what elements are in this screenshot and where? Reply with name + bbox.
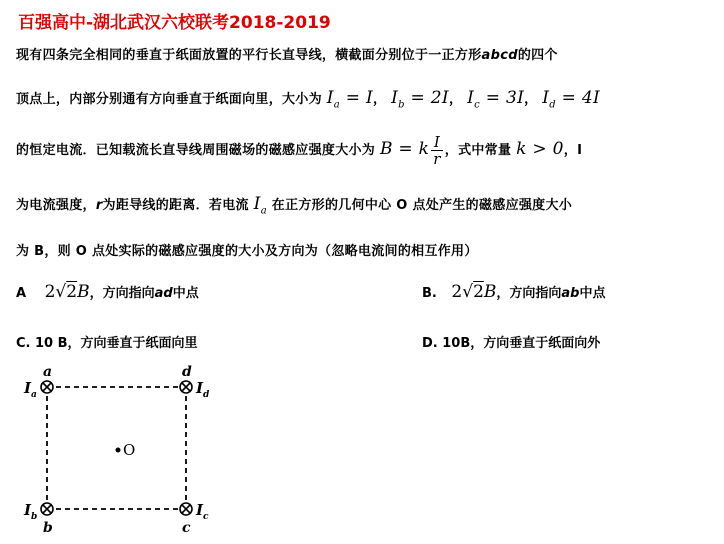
wire-a-into-page-icon xyxy=(41,381,53,393)
current-label-d-sub: d xyxy=(203,390,210,400)
question-text: 顶点上，内部分别通有方向垂直于纸面向里，大小为 xyxy=(16,92,322,107)
question-text: ，I xyxy=(563,143,583,158)
page-title: 百强高中-湖北武汉六校联考2018-2019 xyxy=(18,13,331,33)
option-a-value: 2√2B xyxy=(44,282,90,302)
current-label-d: I xyxy=(196,379,204,397)
equation-ib: $I_b = 2I$ xyxy=(391,88,449,111)
question-text: 为 B，则 O 点处实际的磁感应强度的大小及方向为（忽略电流间的相互作用） xyxy=(16,244,478,259)
option-b-end: 中点 xyxy=(579,286,606,301)
comma: ， xyxy=(372,92,387,107)
option-b-label: B. xyxy=(422,286,437,301)
option-b-value: 2√2B xyxy=(451,282,497,302)
square-label: abcd xyxy=(481,48,518,63)
wire-d-into-page-icon xyxy=(180,381,192,393)
option-d[interactable]: D. 10B，方向垂直于纸面向外 xyxy=(422,336,601,351)
option-b[interactable] xyxy=(422,282,606,302)
question-line-4 xyxy=(16,194,572,216)
vertex-label-a: a xyxy=(43,364,53,380)
k-condition: k > 0 xyxy=(516,139,564,159)
vertex-label-b: b xyxy=(43,520,53,536)
question-text: 的四个 xyxy=(517,48,558,63)
question-text: 为电流强度， xyxy=(16,198,96,213)
equation-id: $I_d = 4I$ xyxy=(542,88,601,111)
question-line-3 xyxy=(16,134,582,167)
current-label-c-sub: c xyxy=(203,512,209,522)
comma: ， xyxy=(448,92,463,107)
option-a-text: ，方向指向 xyxy=(89,286,155,301)
formula-lhs: B = k xyxy=(379,139,430,159)
wire-b-into-page-icon xyxy=(41,503,53,515)
center-point xyxy=(116,448,121,453)
r-variable: r xyxy=(95,198,103,213)
question-text: 现有四条完全相同的垂直于纸面放置的平行长直导线，横截面分别位于一正方形 xyxy=(16,48,482,63)
question-text: 在正方形的几何中心 O 点处产生的磁感应强度大小 xyxy=(271,198,573,213)
current-label-a-sub: a xyxy=(31,390,37,400)
option-a-var: ad xyxy=(154,286,173,301)
vertex-label-d: d xyxy=(182,364,192,380)
current-label-a: I xyxy=(24,379,32,397)
question-text: ，式中常量 xyxy=(444,143,512,158)
option-a-end: 中点 xyxy=(172,286,199,301)
wire-c-into-page-icon xyxy=(180,503,192,515)
equation-ia: $I_a = I$ xyxy=(326,88,373,111)
square-diagram xyxy=(10,362,240,542)
option-a-label: A xyxy=(16,286,27,301)
option-b-var: ab xyxy=(561,286,580,301)
center-label: O xyxy=(123,441,136,459)
current-label-c: I xyxy=(196,501,204,519)
comma: ， xyxy=(524,92,538,107)
option-b-text: ，方向指向 xyxy=(496,286,562,301)
question-line-5 xyxy=(16,240,478,259)
vertex-label-c: c xyxy=(182,520,191,536)
question-text: 为距导线的距离．若电流 xyxy=(102,198,249,213)
question-line-1 xyxy=(16,44,558,63)
question-line-2 xyxy=(16,88,600,110)
current-label-b: I xyxy=(24,501,32,519)
formula-fraction: $\frac{I}{r}$ xyxy=(433,133,441,168)
equation-ic: $I_c = 3I$ xyxy=(467,88,525,111)
current-label-b-sub: b xyxy=(31,512,38,522)
option-c[interactable]: C. 10 B，方向垂直于纸面向里 xyxy=(16,336,198,351)
option-a[interactable] xyxy=(16,282,199,302)
current-ia: $I_a$ xyxy=(253,194,267,217)
question-text: 的恒定电流．已知载流长直导线周围磁场的磁感应强度大小为 xyxy=(16,143,376,158)
